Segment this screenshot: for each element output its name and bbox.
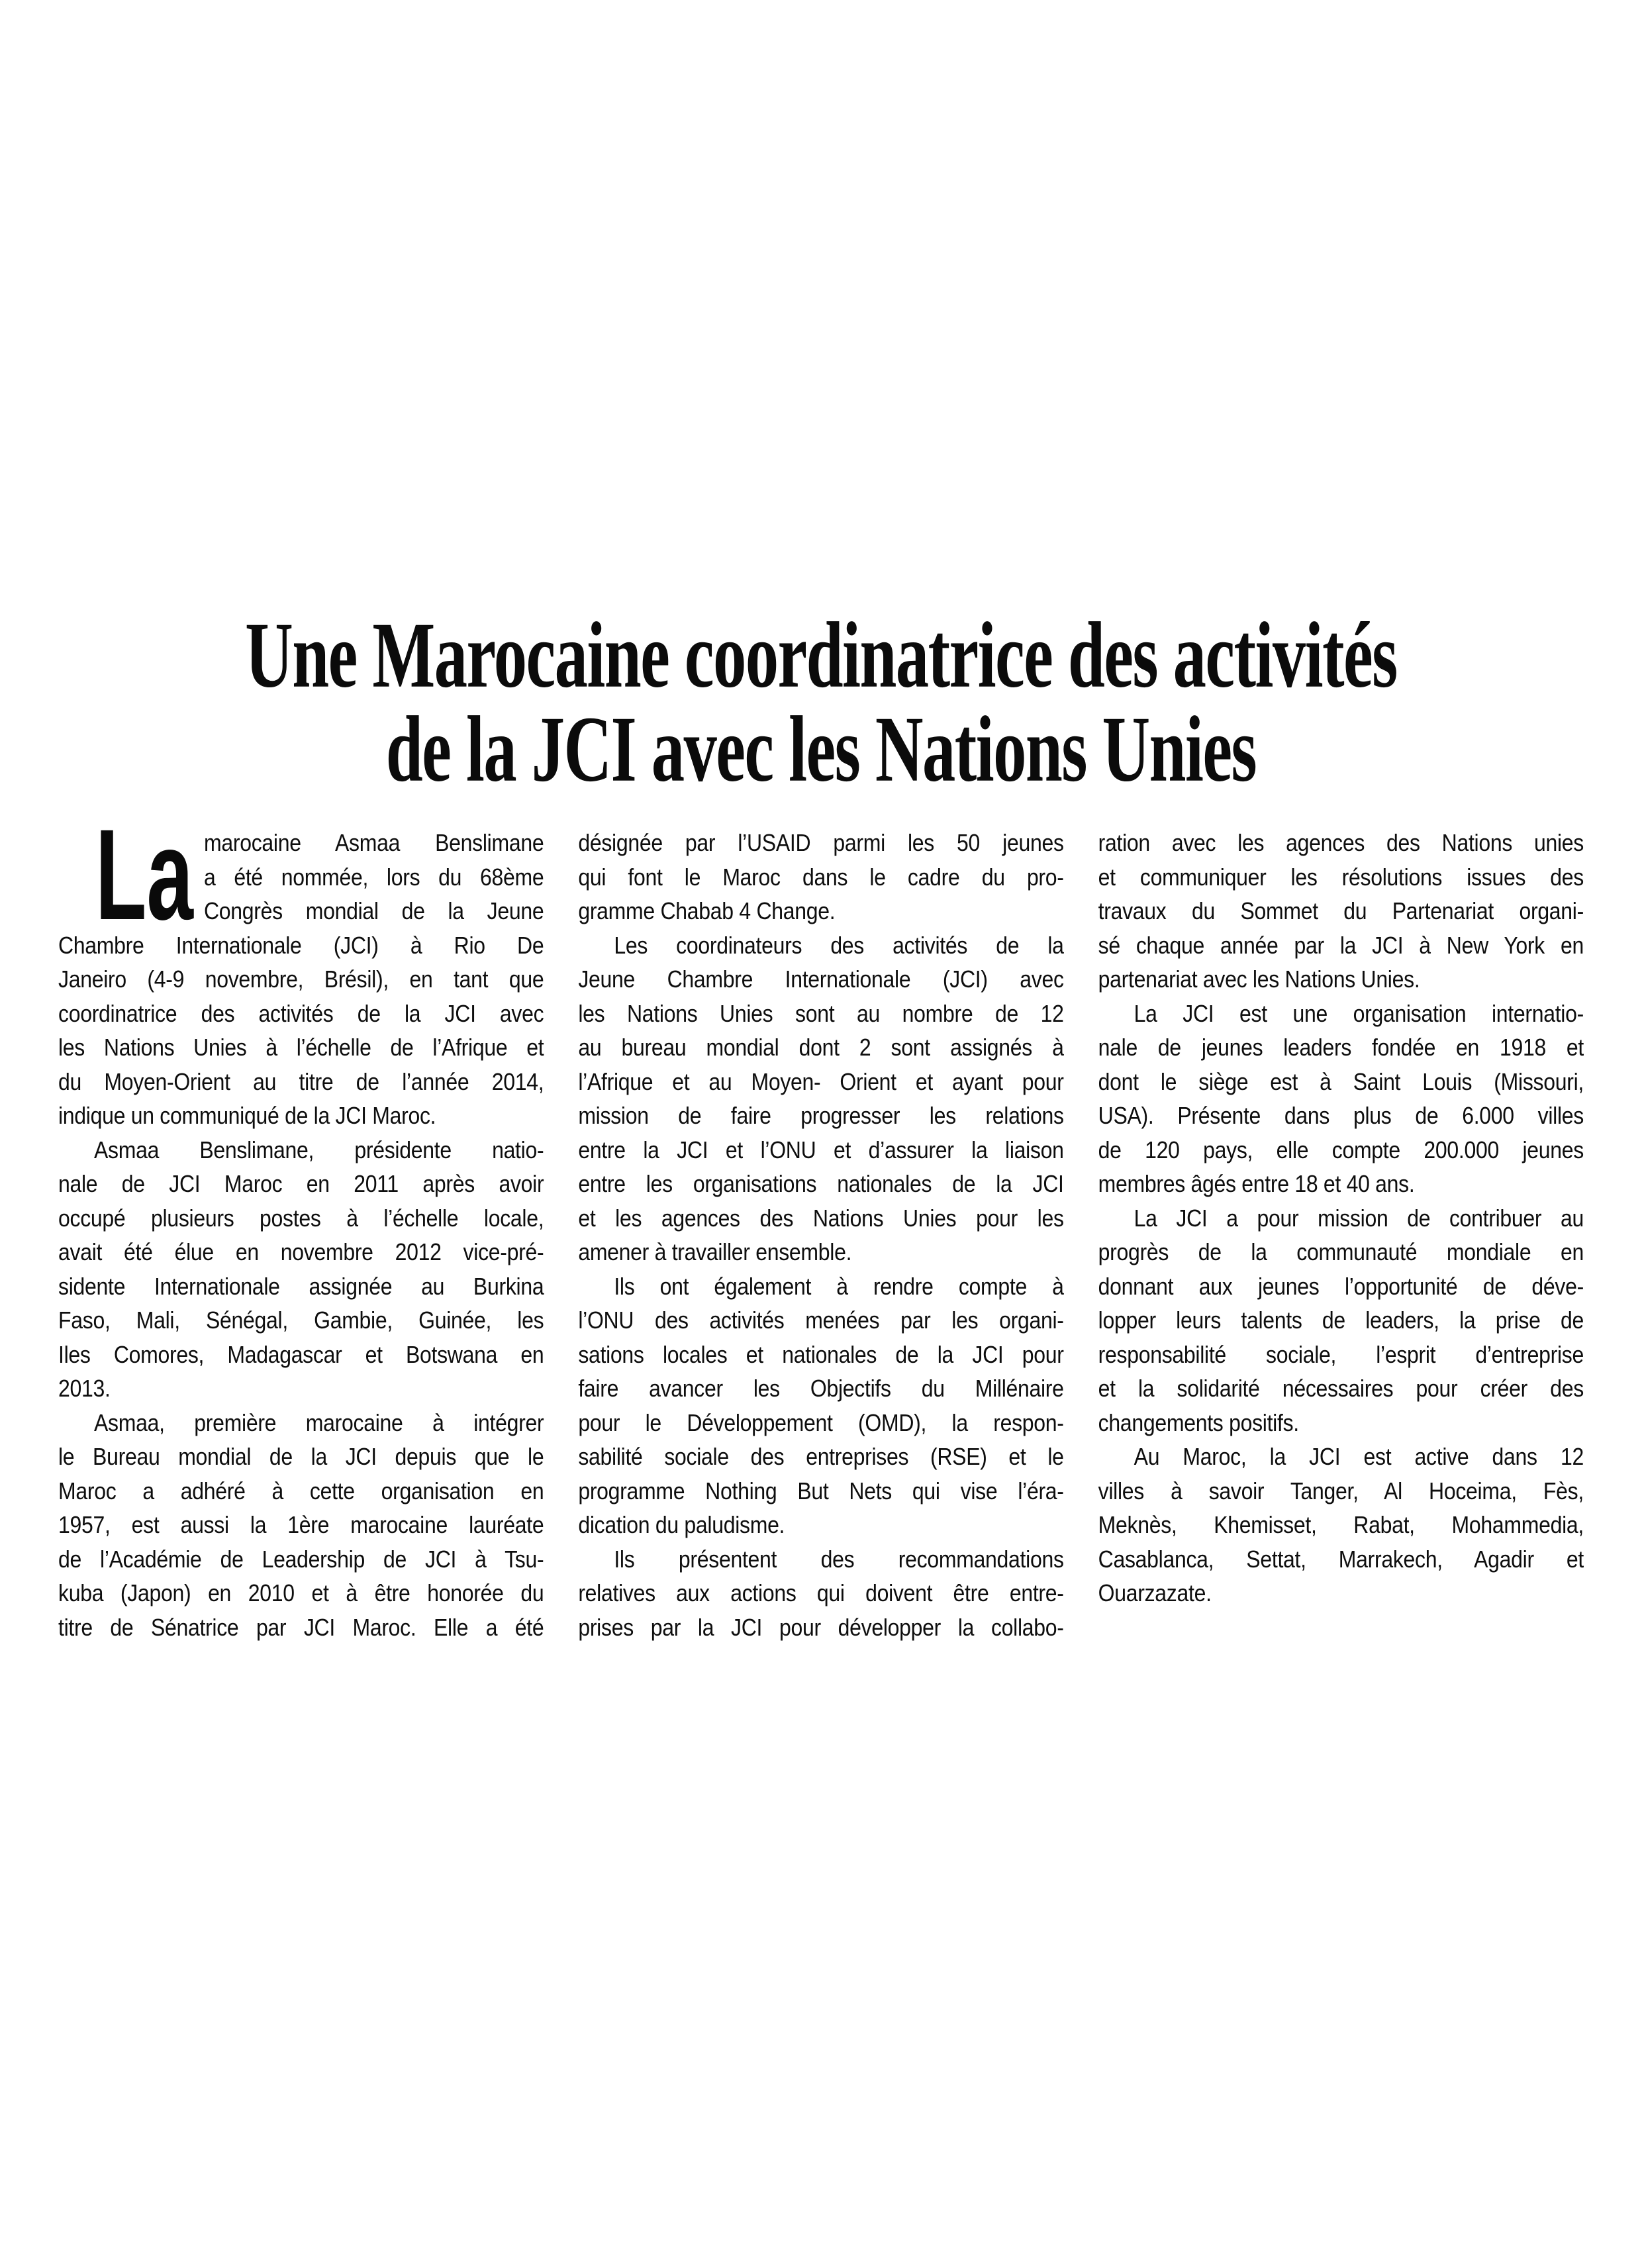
text-line: 2013. — [58, 1375, 111, 1403]
text-line: l’Afrique et au Moyen- Orient et ayant pour — [578, 1068, 1064, 1095]
text-line: Casablanca, Settat, Marrakech, Agadir et — [1098, 1546, 1584, 1573]
article-header — [0, 0, 1642, 801]
text-line: donnant aux jeunes l’opportunité de déve- — [1098, 1273, 1584, 1300]
text-line: les Nations Unies à l’échelle de l’Afrique et — [58, 1034, 544, 1061]
text-line: membres âgés entre 18 et 40 ans. — [1098, 1170, 1415, 1198]
text-line: dication du paludisme. — [578, 1511, 785, 1539]
text-line: changements positifs. — [1098, 1409, 1299, 1436]
text-line: 1957, est aussi la 1ère marocaine lauréate — [58, 1511, 544, 1539]
text-line: gramme Chabab 4 Change. — [578, 897, 836, 925]
article-body — [58, 803, 1584, 1645]
text-line: sabilité sociale des entreprises (RSE) et le — [578, 1443, 1064, 1471]
text-line: Meknès, Khemisset, Rabat, Mohammedia, — [1098, 1511, 1584, 1539]
text-line: Ouarzazate. — [1098, 1579, 1212, 1607]
text-line: programme Nothing But Nets qui vise l’éra- — [578, 1477, 1064, 1504]
text-line: Iles Comores, Madagascar et Botswana en — [58, 1341, 544, 1368]
text-line: Faso, Mali, Sénégal, Gambie, Guinée, les — [58, 1307, 544, 1334]
text-line: sations locales et nationales de la JCI pour — [578, 1341, 1064, 1368]
text-line: kuba (Japon) en 2010 et à être honorée du — [58, 1579, 544, 1607]
article-title-line-2: de la JCI avec les Nations Unies — [385, 697, 1257, 801]
text-line: Les coordinateurs des activités de la — [614, 932, 1064, 959]
text-line: Maroc a adhéré à cette organisation en — [58, 1477, 544, 1504]
text-line: La JCI est une organisation internatio- — [1134, 1000, 1584, 1027]
text-line: avait été élue en novembre 2012 vice-pré- — [58, 1238, 544, 1266]
text-line: coordinatrice des activités de la JCI avec — [58, 1000, 544, 1027]
text-line: sidente Internationale assignée au Burkina — [58, 1273, 544, 1300]
text-line: Asmaa, première marocaine à intégrer — [94, 1409, 544, 1436]
text-line: titre de Sénatrice par JCI Maroc. Elle a été — [58, 1614, 544, 1641]
text-line: désignée par l’USAID parmi les 50 jeunes — [578, 829, 1064, 857]
text-line: entre la JCI et l’ONU et d’assurer la liaison — [578, 1136, 1064, 1163]
text-line: le Bureau mondial de la JCI depuis que le — [58, 1443, 544, 1471]
text-line: Janeiro (4-9 novembre, Brésil), en tant que — [58, 965, 544, 993]
text-line: La JCI a pour mission de contribuer au — [1134, 1205, 1584, 1232]
text-line: sé chaque année par la JCI à New York en — [1098, 932, 1584, 959]
text-column-2 — [578, 826, 1063, 1645]
text-line: Jeune Chambre Internationale (JCI) avec — [578, 965, 1064, 993]
text-line: entre les organisations nationales de la JCI — [578, 1170, 1064, 1198]
text-line: occupé plusieurs postes à l’échelle locale, — [58, 1205, 544, 1232]
text-line: relatives aux actions qui doivent être entre- — [578, 1579, 1064, 1607]
text-line: ration avec les agences des Nations unies — [1098, 829, 1584, 857]
text-line: prises par la JCI pour développer la collabo- — [578, 1614, 1064, 1641]
text-line: au bureau mondial dont 2 sont assignés à — [578, 1034, 1064, 1061]
text-line: nale de JCI Maroc en 2011 après avoir — [58, 1170, 544, 1198]
text-line: USA). Présente dans plus de 6.000 villes — [1098, 1102, 1584, 1130]
text-line: marocaine Asmaa Benslimane — [204, 829, 544, 857]
text-line: Ils présentent des recommandations — [614, 1546, 1064, 1573]
text-line: et les agences des Nations Unies pour les — [578, 1205, 1064, 1232]
text-line: faire avancer les Objectifs du Millénaire — [578, 1375, 1064, 1403]
text-column-3 — [1098, 826, 1584, 1645]
text-line: de l’Académie de Leadership de JCI à Tsu- — [58, 1546, 544, 1573]
text-column-1 — [58, 803, 544, 1645]
text-line: partenariat avec les Nations Unies. — [1098, 965, 1420, 993]
text-line: a été nommée, lors du 68ème — [204, 863, 544, 891]
text-line: du Moyen-Orient au titre de l’année 2014, — [58, 1068, 544, 1095]
text-line: qui font le Maroc dans le cadre du pro- — [578, 863, 1064, 891]
article-title-line-1: Une Marocaine coordinatrice des activités — [245, 603, 1397, 707]
text-line: indique un communiqué de la JCI Maroc. — [58, 1102, 436, 1130]
text-line: Asmaa Benslimane, présidente natio- — [94, 1136, 544, 1163]
drop-cap-letter: La — [95, 803, 193, 947]
text-line: nale de jeunes leaders fondée en 1918 et — [1098, 1034, 1584, 1061]
text-line: et la solidarité nécessaires pour créer des — [1098, 1375, 1584, 1403]
text-line: et communiquer les résolutions issues des — [1098, 863, 1584, 891]
text-line: Ils ont également à rendre compte à — [614, 1273, 1064, 1300]
text-line: progrès de la communauté mondiale en — [1098, 1238, 1584, 1266]
text-line: pour le Développement (OMD), la respon- — [578, 1409, 1064, 1436]
text-line: lopper leurs talents de leaders, la prise de — [1098, 1307, 1584, 1334]
text-line: responsabilité sociale, l’esprit d’entreprise — [1098, 1341, 1584, 1368]
text-line: travaux du Sommet du Partenariat organi- — [1098, 897, 1584, 925]
text-line: Au Maroc, la JCI est active dans 12 — [1134, 1443, 1584, 1471]
text-line: Congrès mondial de la Jeune — [204, 897, 544, 925]
text-line: dont le siège est à Saint Louis (Missouri, — [1098, 1068, 1584, 1095]
text-line: Chambre Internationale (JCI) à Rio De — [58, 932, 544, 959]
text-line: villes à savoir Tanger, Al Hoceima, Fès, — [1098, 1477, 1584, 1504]
text-line: l’ONU des activités menées par les organi- — [578, 1307, 1064, 1334]
text-line: amener à travailler ensemble. — [578, 1238, 852, 1266]
text-line: de 120 pays, elle compte 200.000 jeunes — [1098, 1136, 1584, 1163]
text-line: les Nations Unies sont au nombre de 12 — [578, 1000, 1064, 1027]
text-line: mission de faire progresser les relations — [578, 1102, 1064, 1130]
